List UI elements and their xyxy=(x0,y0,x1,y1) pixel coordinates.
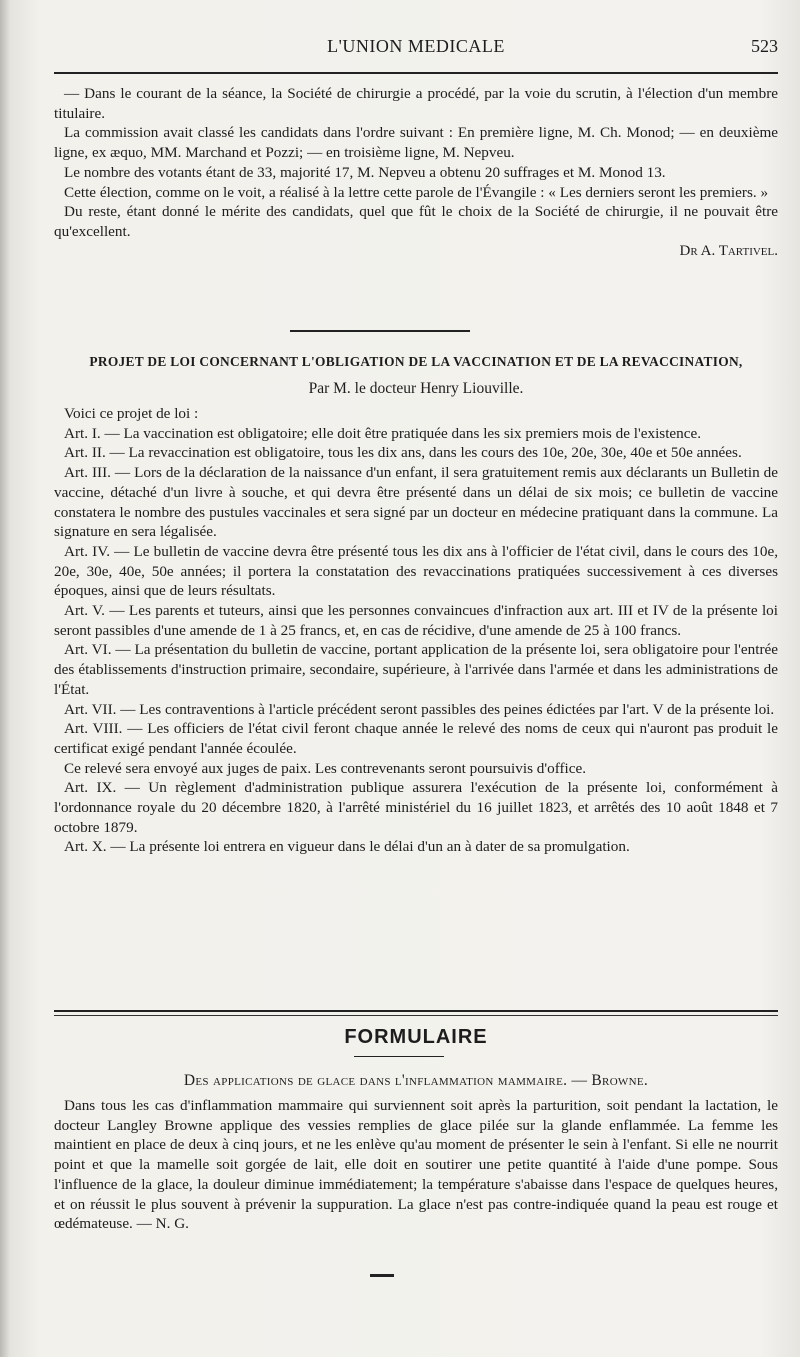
paragraph: Du reste, étant donné le mérite des candidats, quel que fût le choix de la Société de chirurgie, il ne pouvait être qu'excellent. xyxy=(54,203,778,240)
article-body xyxy=(54,1096,778,1234)
header-rule xyxy=(54,72,778,74)
article-7: Art. VII. — Les contraventions à l'article précédent seront passibles des peines édictées par l'art. V de la présente loi. xyxy=(64,700,775,718)
formulaire-heading: FORMULAIRE xyxy=(344,1026,488,1048)
heading-underline xyxy=(354,1056,444,1057)
running-title: L'UNION MEDICALE xyxy=(327,36,505,56)
paragraph: La commission avait classé les candidats dans l'ordre suivant : En première ligne, M. Ch. Monod; — en deuxième ligne, ex æquo, MM. Marchand et Pozzi; — en troisième ligne, M. Nepveu. xyxy=(54,124,778,162)
paragraph: — Dans le courant de la séance, la Société de chirurgie a procédé, par la voie du scrutin, à l'élection d'un membre titulaire. xyxy=(54,85,778,122)
article-8-note: Ce relevé sera envoyé aux juges de paix. Les contrevenants seront poursuivis d'office. xyxy=(64,759,587,777)
article-title: Des applications de glace dans l'inflammation mammaire. — Browne. xyxy=(183,1072,649,1089)
article-body-text: Dans tous les cas d'inflammation mammaire qui surviennent soit après la parturition, soit pendant la lactation, le docteur Langley Browne applique des vessies remplies de glace pilée sur la glande enflammée. La femme les maintient en place de deux à cinq jours, et ne les enlève qu'au moment de présenter le sein à l'enfant. Si elle ne nourrit point et que la mamelle soit gorgée de lait, elle doit en soutirer une petite quantité à l'aide d'une pompe. Sous l'influence de la glace, la douleur diminue immédiatement; la température s'abaisse dans l'espace de quelques heures, et on réussit le plus souvent à prévenir la suppuration. La glace n'est pas contre-indiquée quand la peau est rouge et œdémateuse. xyxy=(54,1097,778,1233)
article-4: Art. IV. — Le bulletin de vaccine devra être présenté tous les dix ans à l'officier de l'état civil, dans le cours des 10e, 20e, 30e, 40e, 50e années; il portera la constatation des revaccinations pratiquées successivement à ces diverses époques, ainsi que de leurs résultats. xyxy=(54,542,778,600)
projet-byline: Par M. le docteur Henry Liouville. xyxy=(308,380,524,397)
projet-intro: Voici ce projet de loi : xyxy=(64,405,199,422)
article-8: Art. VIII. — Les officiers de l'état civil feront chaque année le relevé des noms de ceux qui n'auront pas produit le certificat exigé pendant l'année écoulée. xyxy=(54,720,778,757)
section-rule-bottom xyxy=(54,1015,778,1016)
article-10: Art. X. — La présente loi entrera en vigueur dans le délai d'un an à dater de sa promulgation. xyxy=(64,838,630,856)
article-9: Art. IX. — Un règlement d'administration publique assurera l'exécution de la présente loi, conformément à l'ordonnance royale du 20 décembre 1820, à l'arrêté ministériel du 16 juillet 1823, et arrêtés des 10 août 1848 et 7 octobre 1879. xyxy=(54,779,778,836)
paragraph: Cette élection, comme on le voit, a réalisé à la lettre cette parole de l'Évangile : « Les derniers seront les premiers. » xyxy=(64,183,769,201)
formulaire-section xyxy=(54,1026,778,1049)
projet-section xyxy=(54,354,778,857)
article-3: Art. III. — Lors de la déclaration de la naissance d'un enfant, il sera gratuitement remis aux déclarants un Bulletin de vaccine, détaché d'un livre à souche, et qui devra être présenté dans un délai de six mois; ce bulletin de vaccine constatera le nombre des pustules vaccinales et sera signé par un docteur en médecine pratiquant dans la commune. La signature en sera légalisée. xyxy=(54,464,778,541)
formulaire-article xyxy=(54,1072,778,1234)
section-rule-top xyxy=(54,1010,778,1012)
projet-title: PROJET DE LOI CONCERNANT L'OBLIGATION DE LA VACCINATION ET DE LA REVACCINATION, xyxy=(89,354,743,369)
signature: Dr A. Tartivel. xyxy=(679,242,778,259)
article-5: Art. V. — Les parents et tuteurs, ainsi que les personnes convaincues d'infraction aux art. III et IV de la présente loi seront passibles d'une amende de 1 à 25 francs, et, en cas de récidive, d'une amende de 25 à 100 francs. xyxy=(54,602,778,639)
paragraph: Le nombre des votants étant de 33, majorité 17, M. Nepveu a obtenu 20 suffrages et M. Monod 13. xyxy=(64,163,666,181)
page-header xyxy=(54,36,778,64)
article-1: Art. I. — La vaccination est obligatoire; elle doit être pratiquée dans les six premiers mois de l'existence. xyxy=(64,424,702,442)
page-number: 523 xyxy=(751,36,778,56)
end-mark xyxy=(370,1274,394,1277)
section-divider xyxy=(290,330,470,332)
article-2: Art. II. — La revaccination est obligatoire, tous les dix ans, dans les cours des 10e, 20e, 30e, 40e et 50e années. xyxy=(64,444,742,462)
chirurgie-section xyxy=(54,84,778,261)
article-signature: — N. G. xyxy=(136,1215,189,1233)
article-6: Art. VI. — La présentation du bulletin de vaccine, portant application de la présente loi, sera obligatoire pour l'entrée des établissements d'instruction primaire, secondaire, supérieure, à l'arrivée dans l'armée et dans les administrations de l'État. xyxy=(54,641,778,698)
